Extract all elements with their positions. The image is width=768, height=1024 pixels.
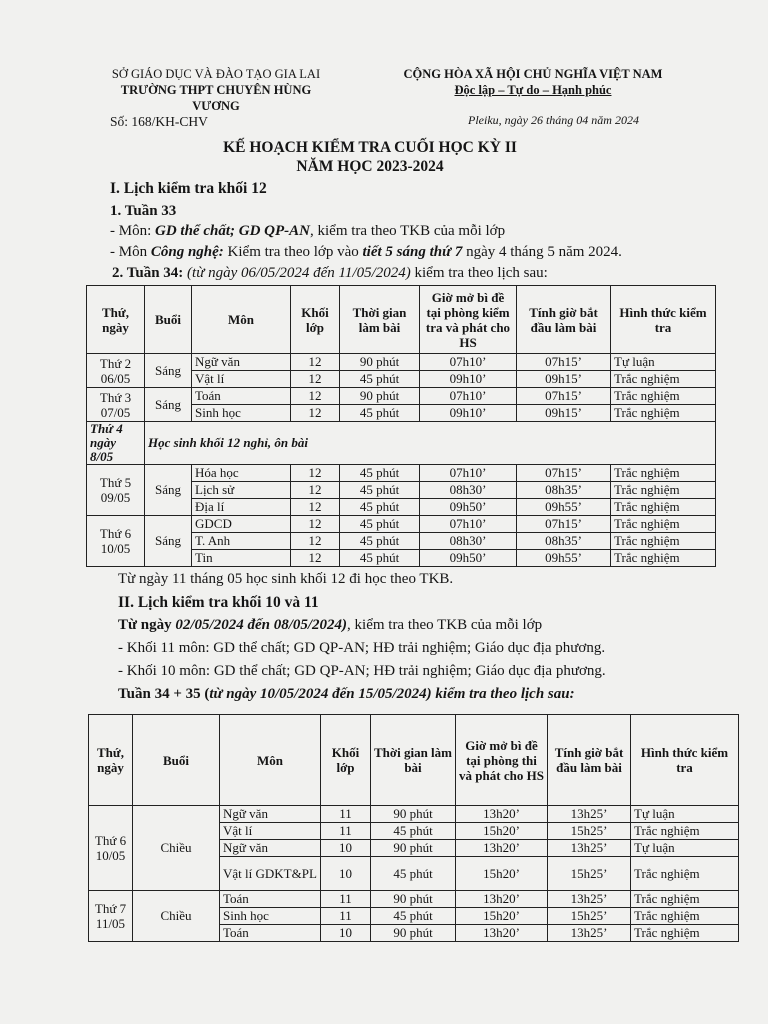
open-time-cell: 09h10’ — [420, 405, 517, 422]
format-cell: Trắc nghiệm — [631, 823, 739, 840]
pe-subjects: GD thể chất; GD QP-AN — [155, 223, 310, 239]
duration-cell: 45 phút — [340, 516, 420, 533]
pe-suffix: , kiểm tra theo TKB của mỗi lớp — [310, 223, 506, 239]
range-prefix: Từ ngày — [118, 617, 176, 633]
column-header: Khối lớp — [321, 715, 371, 806]
open-time-cell: 15h20’ — [456, 908, 548, 925]
republic-name: CỘNG HÒA XÃ HỘI CHỦ NGHĨA VIỆT NAM — [403, 67, 663, 81]
open-time-cell: 07h10’ — [420, 354, 517, 371]
start-time-cell: 13h25’ — [548, 925, 631, 942]
grade-cell: 12 — [291, 533, 340, 550]
table-row — [89, 891, 739, 908]
subject-cell: Địa lí — [192, 499, 291, 516]
duration-cell: 45 phút — [340, 465, 420, 482]
format-cell: Trắc nghiệm — [631, 891, 739, 908]
start-time-cell: 09h15’ — [517, 405, 611, 422]
open-time-cell: 09h10’ — [420, 371, 517, 388]
national-header — [388, 66, 678, 98]
duration-cell: 90 phút — [371, 806, 456, 823]
duration-cell: 45 phút — [371, 857, 456, 891]
day-cell: Thứ 5 09/05 — [87, 465, 145, 516]
weeks-range: từ ngày 10/05/2024 đến 15/05/2024) kiểm tra theo lịch sau: — [209, 686, 575, 702]
table-row — [87, 422, 716, 465]
document-number: Số: 168/KH-CHV — [110, 114, 208, 129]
section-1-heading: I. Lịch kiểm tra khối 12 — [110, 180, 267, 197]
duration-cell: 45 phút — [340, 499, 420, 516]
day-cell: Thứ 4 ngày 8/05 — [87, 422, 145, 465]
start-time-cell: 13h25’ — [548, 840, 631, 857]
column-header: Thời gian làm bài — [340, 286, 420, 354]
tech-mid: Kiểm tra theo lớp vào — [223, 244, 363, 260]
grade-cell: 12 — [291, 405, 340, 422]
subject-cell: Vật lí — [220, 823, 321, 840]
grade-cell: 12 — [291, 516, 340, 533]
range-suffix: , kiểm tra theo TKB của mỗi lớp — [347, 617, 543, 633]
weeks-34-35-line — [118, 686, 575, 703]
day-cell: Thứ 7 11/05 — [89, 891, 133, 942]
start-time-cell: 15h25’ — [548, 908, 631, 925]
section-2-heading: II. Lịch kiểm tra khối 10 và 11 — [118, 594, 319, 611]
title-line-2: NĂM HỌC 2023-2024 — [296, 158, 444, 175]
duration-cell: 90 phút — [371, 891, 456, 908]
grade-cell: 10 — [321, 857, 371, 891]
start-time-cell: 09h15’ — [517, 371, 611, 388]
weeks-label: Tuần 34 + 35 ( — [118, 686, 210, 702]
duration-cell: 90 phút — [340, 354, 420, 371]
open-time-cell: 08h30’ — [420, 482, 517, 499]
session-cell: Sáng — [145, 516, 192, 567]
day-cell: Thứ 6 10/05 — [89, 806, 133, 891]
school-name: TRƯỜNG THPT CHUYÊN HÙNG VƯƠNG — [120, 83, 312, 113]
subject-cell: Toán — [192, 388, 291, 405]
department-name: SỞ GIÁO DỤC VÀ ĐÀO TẠO GIA LAI — [111, 67, 321, 81]
start-time-cell: 13h25’ — [548, 891, 631, 908]
subject-cell: Vật lí — [192, 371, 291, 388]
duration-cell: 45 phút — [340, 405, 420, 422]
start-time-cell: 09h55’ — [517, 550, 611, 567]
start-time-cell: 07h15’ — [517, 465, 611, 482]
open-time-cell: 07h10’ — [420, 465, 517, 482]
grade-cell: 12 — [291, 388, 340, 405]
format-cell: Tự luận — [631, 806, 739, 823]
session-cell: Chiều — [133, 891, 220, 942]
subject-cell: Hóa học — [192, 465, 291, 482]
duration-cell: 90 phút — [371, 925, 456, 942]
format-cell: Trắc nghiệm — [611, 533, 716, 550]
subject-cell: Vật lí GDKT&PL — [220, 857, 321, 891]
duration-cell: 90 phút — [340, 388, 420, 405]
subject-cell: GDCD — [192, 516, 291, 533]
subject-cell: T. Anh — [192, 533, 291, 550]
note-cell: Học sinh khối 12 nghỉ, ôn bài — [145, 422, 716, 465]
grade-cell: 10 — [321, 840, 371, 857]
format-cell: Trắc nghiệm — [611, 388, 716, 405]
duration-cell: 45 phút — [371, 823, 456, 840]
session-cell: Chiều — [133, 806, 220, 891]
column-header: Buổi — [133, 715, 220, 806]
table-header-row — [87, 286, 716, 354]
week-34-label: 2. Tuần 34: — [112, 265, 184, 281]
tech-when: tiết 5 sáng thứ 7 — [362, 244, 463, 260]
column-header: Buổi — [145, 286, 192, 354]
start-time-cell: 07h15’ — [517, 354, 611, 371]
week-33-pe-line — [110, 223, 505, 240]
duration-cell: 45 phút — [340, 550, 420, 567]
range-dates: 02/05/2024 đến 08/05/2024) — [175, 617, 348, 633]
day-cell: Thứ 2 06/05 — [87, 354, 145, 388]
open-time-cell: 13h20’ — [456, 806, 548, 823]
grade-cell: 12 — [291, 354, 340, 371]
open-time-cell: 15h20’ — [456, 857, 548, 891]
session-cell: Sáng — [145, 354, 192, 388]
subject-cell: Ngữ văn — [220, 806, 321, 823]
grade-cell: 12 — [291, 550, 340, 567]
table-row — [89, 806, 739, 823]
start-time-cell: 15h25’ — [548, 823, 631, 840]
table-row — [87, 516, 716, 533]
format-cell: Trắc nghiệm — [611, 499, 716, 516]
duration-cell: 45 phút — [340, 482, 420, 499]
subject-cell: Toán — [220, 925, 321, 942]
week-33-tech-line — [110, 244, 622, 261]
week-33-heading: 1. Tuần 33 — [110, 203, 177, 219]
format-cell: Trắc nghiệm — [611, 371, 716, 388]
week-34-line — [112, 265, 548, 282]
grade-cell: 11 — [321, 891, 371, 908]
document-date: Pleiku, ngày 26 tháng 04 năm 2024 — [468, 113, 639, 127]
day-cell: Thứ 6 10/05 — [87, 516, 145, 567]
subject-cell: Sinh học — [220, 908, 321, 925]
grade-cell: 10 — [321, 925, 371, 942]
grade-12-after-note: Từ ngày 11 tháng 05 học sinh khối 12 đi học theo TKB. — [118, 571, 454, 587]
column-header: Thời gian làm bài — [371, 715, 456, 806]
format-cell: Tự luận — [631, 840, 739, 857]
open-time-cell: 07h10’ — [420, 516, 517, 533]
subject-cell: Tin — [192, 550, 291, 567]
start-time-cell: 15h25’ — [548, 857, 631, 891]
grade-cell: 12 — [291, 465, 340, 482]
column-header: Môn — [192, 286, 291, 354]
grade-10-11-schedule-table — [88, 714, 739, 942]
grade-cell: 11 — [321, 806, 371, 823]
open-time-cell: 09h50’ — [420, 550, 517, 567]
start-time-cell: 09h55’ — [517, 499, 611, 516]
table-row — [87, 388, 716, 405]
grade-cell: 12 — [291, 499, 340, 516]
day-cell: Thứ 3 07/05 — [87, 388, 145, 422]
grade-cell: 11 — [321, 908, 371, 925]
format-cell: Trắc nghiệm — [631, 925, 739, 942]
format-cell: Trắc nghiệm — [611, 405, 716, 422]
format-cell: Trắc nghiệm — [631, 908, 739, 925]
session-cell: Sáng — [145, 388, 192, 422]
subject-cell: Toán — [220, 891, 321, 908]
open-time-cell: 07h10’ — [420, 388, 517, 405]
grade-10-subjects: - Khối 10 môn: GD thể chất; GD QP-AN; HĐ trải nghiệm; Giáo dục địa phương. — [118, 663, 606, 679]
open-time-cell: 13h20’ — [456, 891, 548, 908]
grade-cell: 11 — [321, 823, 371, 840]
grade-11-subjects: - Khối 11 môn: GD thể chất; GD QP-AN; HĐ trải nghiệm; Giáo dục địa phương. — [118, 640, 606, 656]
open-time-cell: 13h20’ — [456, 925, 548, 942]
duration-cell: 45 phút — [371, 908, 456, 925]
start-time-cell: 07h15’ — [517, 388, 611, 405]
open-time-cell: 13h20’ — [456, 840, 548, 857]
column-header: Tính giờ bắt đầu làm bài — [517, 286, 611, 354]
start-time-cell: 07h15’ — [517, 516, 611, 533]
column-header: Thứ, ngày — [89, 715, 133, 806]
open-time-cell: 15h20’ — [456, 823, 548, 840]
grade-12-schedule-table — [86, 285, 716, 567]
duration-cell: 45 phút — [340, 371, 420, 388]
format-cell: Trắc nghiệm — [611, 465, 716, 482]
open-time-cell: 08h30’ — [420, 533, 517, 550]
tech-prefix: - Môn — [110, 244, 151, 260]
national-motto: Độc lập – Tự do – Hạnh phúc — [454, 83, 612, 97]
tech-suffix: ngày 4 tháng 5 năm 2024. — [462, 244, 622, 260]
column-header: Giờ mở bì đề tại phòng thi và phát cho HS — [456, 715, 548, 806]
column-header: Môn — [220, 715, 321, 806]
column-header: Hình thức kiểm tra — [631, 715, 739, 806]
grade-cell: 12 — [291, 371, 340, 388]
table-row — [87, 465, 716, 482]
subject-cell: Sinh học — [192, 405, 291, 422]
document-title — [150, 138, 590, 176]
format-cell: Trắc nghiệm — [611, 482, 716, 499]
title-line-1: KẾ HOẠCH KIỂM TRA CUỐI HỌC KỲ II — [223, 139, 517, 156]
duration-cell: 45 phút — [340, 533, 420, 550]
column-header: Thứ, ngày — [87, 286, 145, 354]
subject-cell: Ngữ văn — [192, 354, 291, 371]
week-34-range: (từ ngày 06/05/2024 đến 11/05/2024) — [183, 265, 411, 281]
grade-cell: 12 — [291, 482, 340, 499]
start-time-cell: 08h35’ — [517, 533, 611, 550]
column-header: Hình thức kiểm tra — [611, 286, 716, 354]
format-cell: Tự luận — [611, 354, 716, 371]
pe-prefix: - Môn: — [110, 223, 155, 239]
section-2-range-line — [118, 617, 542, 634]
column-header: Khối lớp — [291, 286, 340, 354]
column-header: Tính giờ bắt đầu làm bài — [548, 715, 631, 806]
duration-cell: 90 phút — [371, 840, 456, 857]
start-time-cell: 13h25’ — [548, 806, 631, 823]
open-time-cell: 09h50’ — [420, 499, 517, 516]
session-cell: Sáng — [145, 465, 192, 516]
subject-cell: Lịch sử — [192, 482, 291, 499]
issuer-block — [96, 66, 336, 114]
format-cell: Trắc nghiệm — [611, 516, 716, 533]
column-header: Giờ mở bì đề tại phòng kiểm tra và phát cho HS — [420, 286, 517, 354]
week-34-suffix: kiểm tra theo lịch sau: — [410, 265, 548, 281]
subject-cell: Ngữ văn — [220, 840, 321, 857]
table-row — [87, 354, 716, 371]
format-cell: Trắc nghiệm — [631, 857, 739, 891]
tech-subject: Công nghệ: — [150, 244, 224, 260]
format-cell: Trắc nghiệm — [611, 550, 716, 567]
table-header-row — [89, 715, 739, 806]
start-time-cell: 08h35’ — [517, 482, 611, 499]
